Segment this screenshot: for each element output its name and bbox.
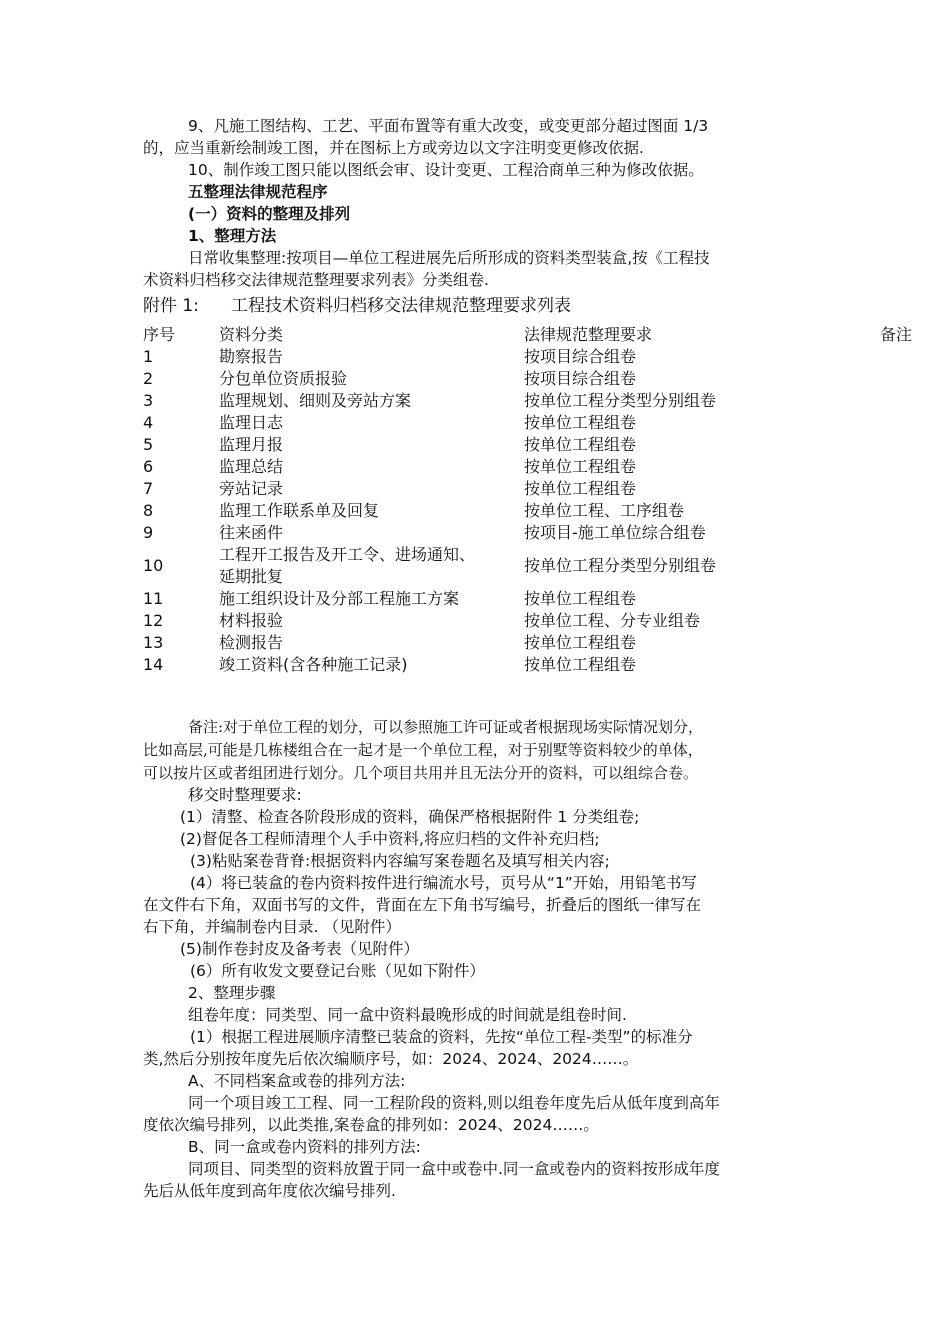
row-no: 13 <box>143 633 164 652</box>
row-category-line-1: 工程开工报告及开工令、进场通知、 <box>219 545 476 564</box>
row-category: 监理总结 <box>219 457 284 476</box>
section-heading: 五整理法律规范程序 <box>188 183 328 201</box>
row-no: 12 <box>143 611 164 630</box>
row-requirement: 按单位工程分类型分别组卷 <box>524 556 717 575</box>
row-no: 1 <box>143 347 154 366</box>
attachment-title <box>143 294 571 318</box>
row-no: 7 <box>143 479 154 498</box>
steps-b-title: B、同一盒或卷内资料的排列方法: <box>188 1138 421 1156</box>
handover-item-4-line-3: 右下角，并编制卷内目录. （见附件） <box>143 918 401 936</box>
paragraph-9-line-2: 的，应当重新绘制竣工图，并在图标上方或旁边以文字注明变更修改依据. <box>143 139 644 157</box>
table-row <box>143 500 930 522</box>
row-no: 8 <box>143 501 154 520</box>
row-requirement: 按单位工程组卷 <box>524 435 637 454</box>
steps-1-line-1: (1）根据工程进展顺序清整已装盒的资料，先按“单位工程-类型”的标准分 <box>190 1028 693 1046</box>
attachment-name: 工程技术资料归档移交法律规范整理要求列表 <box>231 296 571 316</box>
row-no: 2 <box>143 369 154 388</box>
steps-a-line-1: 同一个项目竣工工程、同一工程阶段的资料,则以组卷年度先后从低年度到高年 <box>188 1094 720 1112</box>
table-row <box>143 588 930 610</box>
row-no: 3 <box>143 391 154 410</box>
paragraph-9-line-1: 9、凡施工图结构、工艺、平面布置等有重大改变，或变更部分超过图面 1/3 <box>188 117 709 135</box>
row-no: 4 <box>143 413 154 432</box>
steps-year: 组卷年度：同类型、同一盒中资料最晚形成的时间就是组卷时间. <box>188 1006 627 1024</box>
row-requirement: 按项目综合组卷 <box>524 347 637 366</box>
handover-item-5: (5)制作卷封皮及备考表（见附件） <box>180 940 419 958</box>
row-requirement: 按单位工程组卷 <box>524 633 637 652</box>
table-row <box>143 654 930 676</box>
row-category: 旁站记录 <box>219 479 284 498</box>
header-requirement: 法律规范整理要求 <box>524 325 653 344</box>
handover-item-4-line-1: (4）将已装盒的卷内资料按件进行编流水号，页号从“1”开始，用铅笔书写 <box>190 874 697 892</box>
table-row <box>143 456 930 478</box>
steps-title: 2、整理步骤 <box>188 984 276 1002</box>
row-requirement: 按单位工程分类型分别组卷 <box>524 391 717 410</box>
paragraph-10: 10、制作竣工图只能以图纸会审、设计变更、工程洽商单三种为修改依据。 <box>188 161 704 179</box>
header-remark: 备注 <box>880 325 913 344</box>
note-line-3: 可以按片区或者组团进行划分。几个项目共用并且无法分开的资料，可以组综合卷。 <box>143 764 699 782</box>
row-category: 监理月报 <box>219 435 284 454</box>
row-category: 竣工资料(含各种施工记录) <box>219 655 408 674</box>
row-requirement: 按项目-施工单位综合组卷 <box>524 523 706 542</box>
daily-collection-line-1: 日常收集整理:按项目—单位工程进展先后所形成的资料类型装盒,按《工程技 <box>188 249 710 267</box>
row-category: 监理日志 <box>219 413 284 432</box>
table-row <box>143 346 930 368</box>
row-category: 检测报告 <box>219 633 284 652</box>
row-category: 往来函件 <box>219 523 284 542</box>
row-requirement: 按项目综合组卷 <box>524 369 637 388</box>
row-no: 9 <box>143 523 154 542</box>
steps-b-line-1: 同项目、同类型的资料放置于同一盒中或卷中.同一盒或卷内的资料按形成年度 <box>188 1160 720 1178</box>
handover-item-3: (3)粘贴案卷背脊:根据资料内容编写案卷题名及填写相关内容; <box>190 852 610 870</box>
row-category: 勘察报告 <box>219 347 284 366</box>
row-no: 11 <box>143 589 164 608</box>
handover-item-1: (1）清整、检查各阶段形成的资料，确保严格根据附件 1 分类组卷; <box>180 808 640 826</box>
table-row <box>143 368 930 390</box>
row-category: 监理工作联系单及回复 <box>219 501 380 520</box>
row-category: 分包单位资质报验 <box>219 369 348 388</box>
handover-item-6: (6）所有收发文要登记台账（见如下附件） <box>190 962 485 980</box>
handover-title: 移交时整理要求: <box>188 786 302 804</box>
row-requirement: 按单位工程组卷 <box>524 457 637 476</box>
row-requirement: 按单位工程组卷 <box>524 655 637 674</box>
row-no: 5 <box>143 435 154 454</box>
row-no: 6 <box>143 457 154 476</box>
steps-b-line-2: 先后从低年度到高年度依次编号排列. <box>143 1182 396 1200</box>
row-requirement: 按单位工程组卷 <box>524 413 637 432</box>
header-no: 序号 <box>143 325 176 344</box>
row-category <box>219 544 524 588</box>
note-line-2: 比如高层,可能是几栋楼组合在一起才是一个单位工程，对于别墅等资料较少的单体， <box>143 741 703 759</box>
table-row <box>143 412 930 434</box>
row-requirement: 按单位工程、工序组卷 <box>524 501 685 520</box>
handover-item-4-line-2: 在文件右下角，双面书写的文件，背面在左下角书写编号，折叠后的图纸一律写在 <box>143 896 702 914</box>
table-row <box>143 434 930 456</box>
row-requirement: 按单位工程组卷 <box>524 479 637 498</box>
row-category: 监理规划、细则及旁站方案 <box>219 391 412 410</box>
row-category-line-2: 延期批复 <box>219 567 284 586</box>
handover-item-2: (2)督促各工程师清理个人手中资料,将应归档的文件补充归档; <box>180 830 600 848</box>
table-row <box>143 610 930 632</box>
steps-a-title: A、不同档案盒或卷的排列方法: <box>188 1072 406 1090</box>
row-requirement: 按单位工程组卷 <box>524 589 637 608</box>
steps-1-line-2: 类,然后分别按年度先后依次编顺序号，如：2024、2024、2024……。 <box>143 1050 639 1068</box>
note-line-1: 备注:对于单位工程的划分，可以参照施工许可证或者根据现场实际情况划分， <box>188 718 704 736</box>
table-header-row <box>143 324 930 346</box>
table-row <box>143 478 930 500</box>
row-category: 材料报验 <box>219 611 284 630</box>
row-category: 施工组织设计及分部工程施工方案 <box>219 589 460 608</box>
attachment-label: 附件 1: <box>143 296 199 316</box>
row-no: 14 <box>143 655 164 674</box>
requirements-table <box>143 324 930 676</box>
table-row <box>143 544 930 588</box>
table-row <box>143 522 930 544</box>
method-heading: 1、整理方法 <box>188 227 277 245</box>
table-row <box>143 632 930 654</box>
table-row <box>143 390 930 412</box>
row-requirement: 按单位工程、分专业组卷 <box>524 611 701 630</box>
header-category: 资料分类 <box>219 325 284 344</box>
steps-a-line-2: 度依次编号排列，以此类推,案卷盒的排列如：2024、2024……。 <box>143 1116 599 1134</box>
subsection-heading: (一）资料的整理及排列 <box>188 205 351 223</box>
daily-collection-line-2: 术资料归档移交法律规范整理要求列表》分类组卷. <box>143 271 489 289</box>
row-no: 10 <box>143 556 164 575</box>
